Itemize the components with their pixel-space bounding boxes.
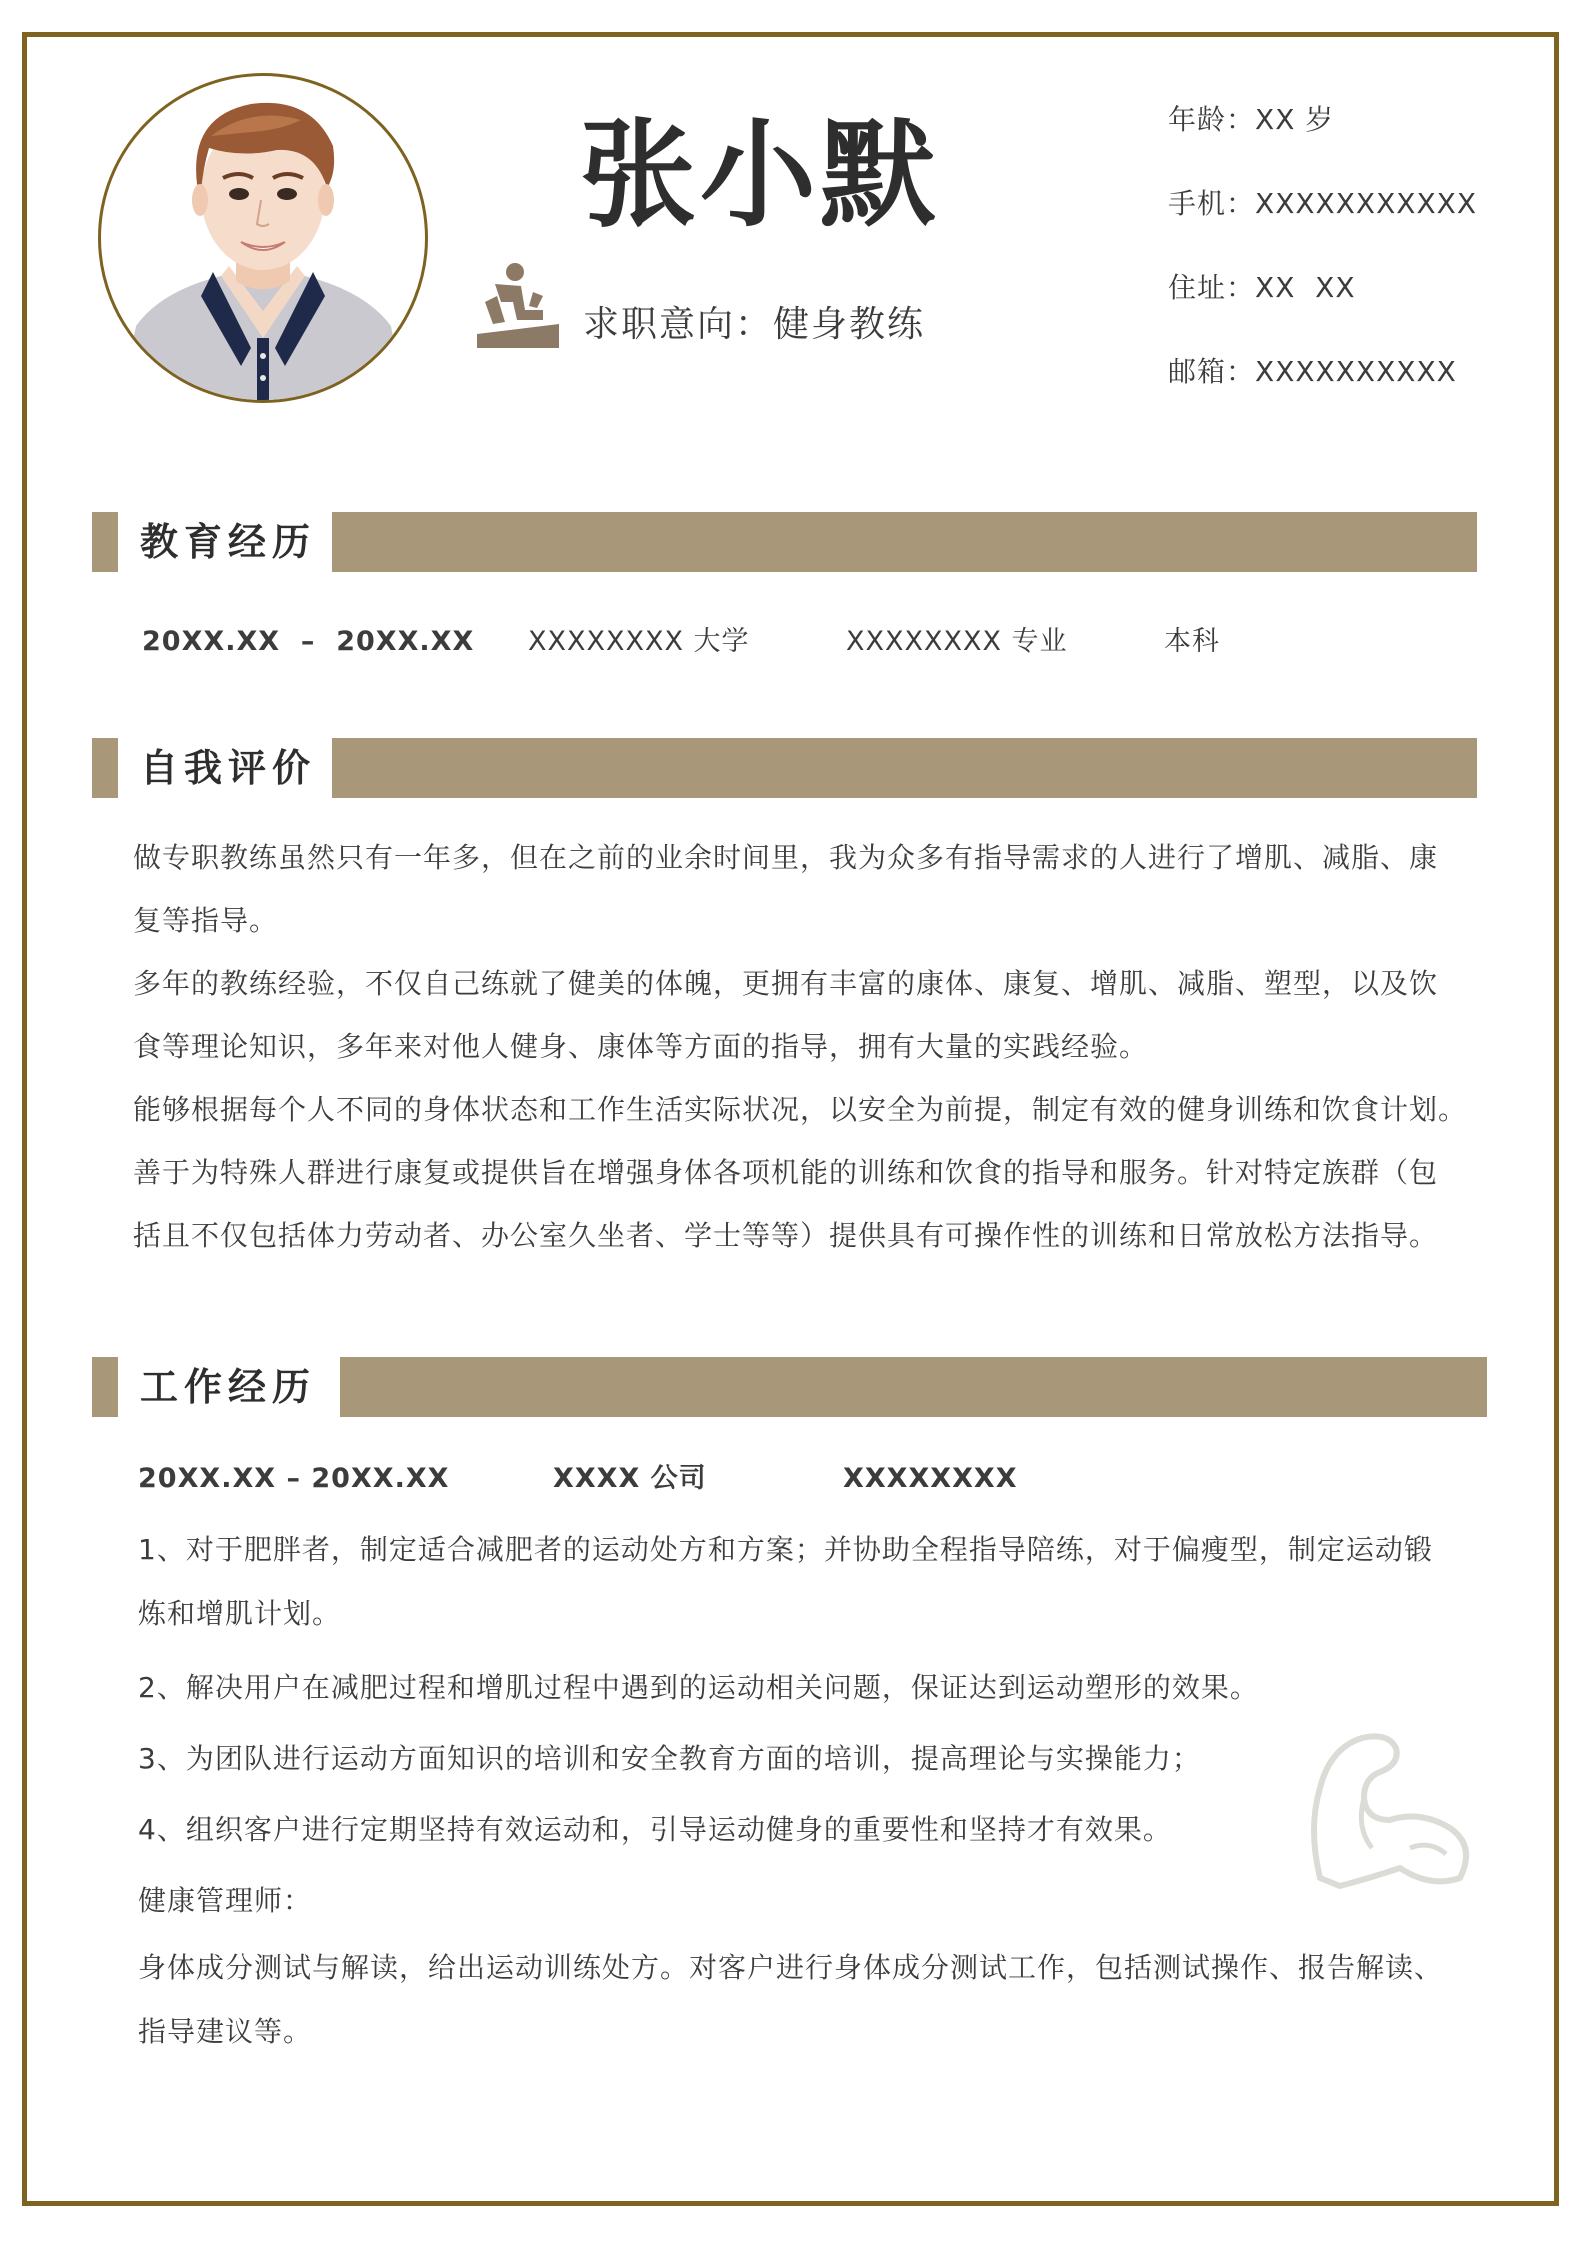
info-address — [1168, 266, 1356, 306]
education-degree: 本科 — [1164, 626, 1220, 657]
info-label: 住址： — [1168, 271, 1256, 304]
info-phone — [1168, 182, 1477, 222]
info-label: 年龄： — [1168, 103, 1256, 136]
info-label: 手机： — [1168, 187, 1256, 220]
info-value: XX XX — [1255, 271, 1356, 304]
section-bar — [332, 512, 1477, 572]
text-line: 炼和增肌计划。 — [138, 1597, 342, 1630]
info-label: 邮箱： — [1168, 355, 1256, 388]
text-line: 3、为团队进行运动方面知识的培训和安全教育方面的培训，提高理论与实操能力； — [138, 1742, 1201, 1775]
info-value: XX 岁 — [1255, 103, 1335, 136]
fitness-trainer-icon — [477, 262, 559, 348]
education-school: XXXXXXXX 大学 — [528, 626, 750, 657]
section-title-self-evaluation: 自我评价 — [140, 746, 317, 790]
text-line: 4、组织客户进行定期坚持有效运动和，引导运动健身的重要性和坚持才有效果。 — [138, 1813, 1172, 1846]
text-line: 指导建议等。 — [138, 2015, 313, 2048]
text-line: 2、解决用户在减肥过程和增肌过程中遇到的运动相关问题，保证达到运动塑形的效果。 — [138, 1671, 1259, 1704]
self-evaluation-text — [133, 826, 1473, 1267]
muscle-arm-icon — [1300, 1728, 1480, 1898]
section-bar — [332, 738, 1477, 798]
text-line: 身体成分测试与解读，给出运动训练处方。对客户进行身体成分测试工作，包括测试操作、报告解读、 — [138, 1951, 1444, 1984]
text-line: 能够根据每个人不同的身体状态和工作生活实际状况，以安全为前提，制定有效的健身训练和饮食计划。 — [133, 1093, 1468, 1126]
text-line: 1、对于肥胖者，制定适合减肥者的运动处方和方案；并协助全程指导陪练，对于偏瘦型，制定运动锻 — [138, 1533, 1433, 1566]
text-line: 做专职教练虽然只有一年多，但在之前的业余时间里，我为众多有指导需求的人进行了增肌、减脂、康 — [133, 841, 1439, 874]
text-line: 健康管理师： — [138, 1884, 313, 1917]
section-bar — [340, 1357, 1487, 1417]
work-position: XXXXXXXX — [843, 1463, 1018, 1494]
work-period: 20XX.XX – 20XX.XX — [138, 1463, 450, 1494]
info-value: XXXXXXXXXXX — [1255, 187, 1478, 220]
section-title-education: 教育经历 — [140, 520, 317, 564]
text-line: 善于为特殊人群进行康复或提供旨在增强身体各项机能的训练和饮食的指导和服务。针对特定族群（包 — [133, 1156, 1439, 1189]
work-description — [138, 1518, 1478, 2064]
education-major: XXXXXXXX 专业 — [846, 626, 1068, 657]
info-value: XXXXXXXXXX — [1255, 355, 1457, 388]
candidate-name: 张小默 — [580, 108, 940, 243]
avatar — [98, 73, 428, 403]
job-objective: 求职意向：健身教练 — [583, 304, 926, 345]
info-age — [1168, 98, 1334, 138]
info-email — [1168, 350, 1457, 390]
section-marker — [92, 1357, 118, 1417]
work-company: XXXX 公司 — [553, 1463, 707, 1494]
text-line: 括且不仅包括体力劳动者、办公室久坐者、学士等等）提供具有可操作性的训练和日常放松方法指导。 — [133, 1219, 1439, 1252]
section-marker — [92, 512, 118, 572]
section-title-work: 工作经历 — [140, 1365, 317, 1409]
text-line: 复等指导。 — [133, 904, 279, 937]
text-line: 多年的教练经验，不仅自己练就了健美的体魄，更拥有丰富的康体、康复、增肌、减脂、塑型，以及饮 — [133, 967, 1439, 1000]
education-period: 20XX.XX – 20XX.XX — [142, 626, 475, 657]
text-line: 食等理论知识，多年来对他人健身、康体等方面的指导，拥有大量的实践经验。 — [133, 1030, 1149, 1063]
section-marker — [92, 738, 118, 798]
